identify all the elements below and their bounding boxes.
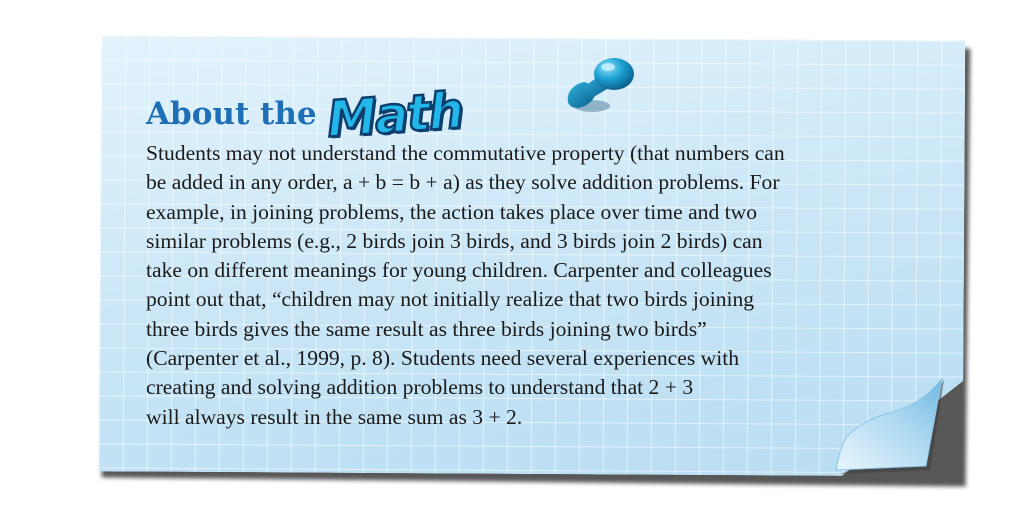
body-line: will always result in the same sum as 3 + 2. <box>146 404 523 429</box>
card-heading <box>146 81 464 149</box>
heading-math-word: Math <box>324 81 464 149</box>
body-line: creating and solving addition problems to understand that 2 + 3 <box>146 375 694 400</box>
push-pin-icon <box>562 52 642 116</box>
body-line: example, in joining problems, the action takes place over time and two <box>146 199 758 224</box>
body-line: point out that, “children may not initially realize that two birds joining <box>146 287 755 312</box>
heading-about-the: About the <box>146 96 317 132</box>
body-line: (Carpenter et al., 1999, p. 8). Students need several experiences with <box>146 346 740 371</box>
body-line: three birds gives the same result as three birds joining two birds” <box>146 316 707 341</box>
body-line: be added in any order, a + b = b + a) as they solve addition problems. For <box>146 170 780 195</box>
card-body-text <box>146 139 936 432</box>
body-line: take on different meanings for young children. Carpenter and colleagues <box>146 258 772 283</box>
body-line: Students may not understand the commutative property (that numbers can <box>146 141 785 165</box>
body-line: similar problems (e.g., 2 birds join 3 birds, and 3 birds join 2 birds) can <box>146 228 763 253</box>
